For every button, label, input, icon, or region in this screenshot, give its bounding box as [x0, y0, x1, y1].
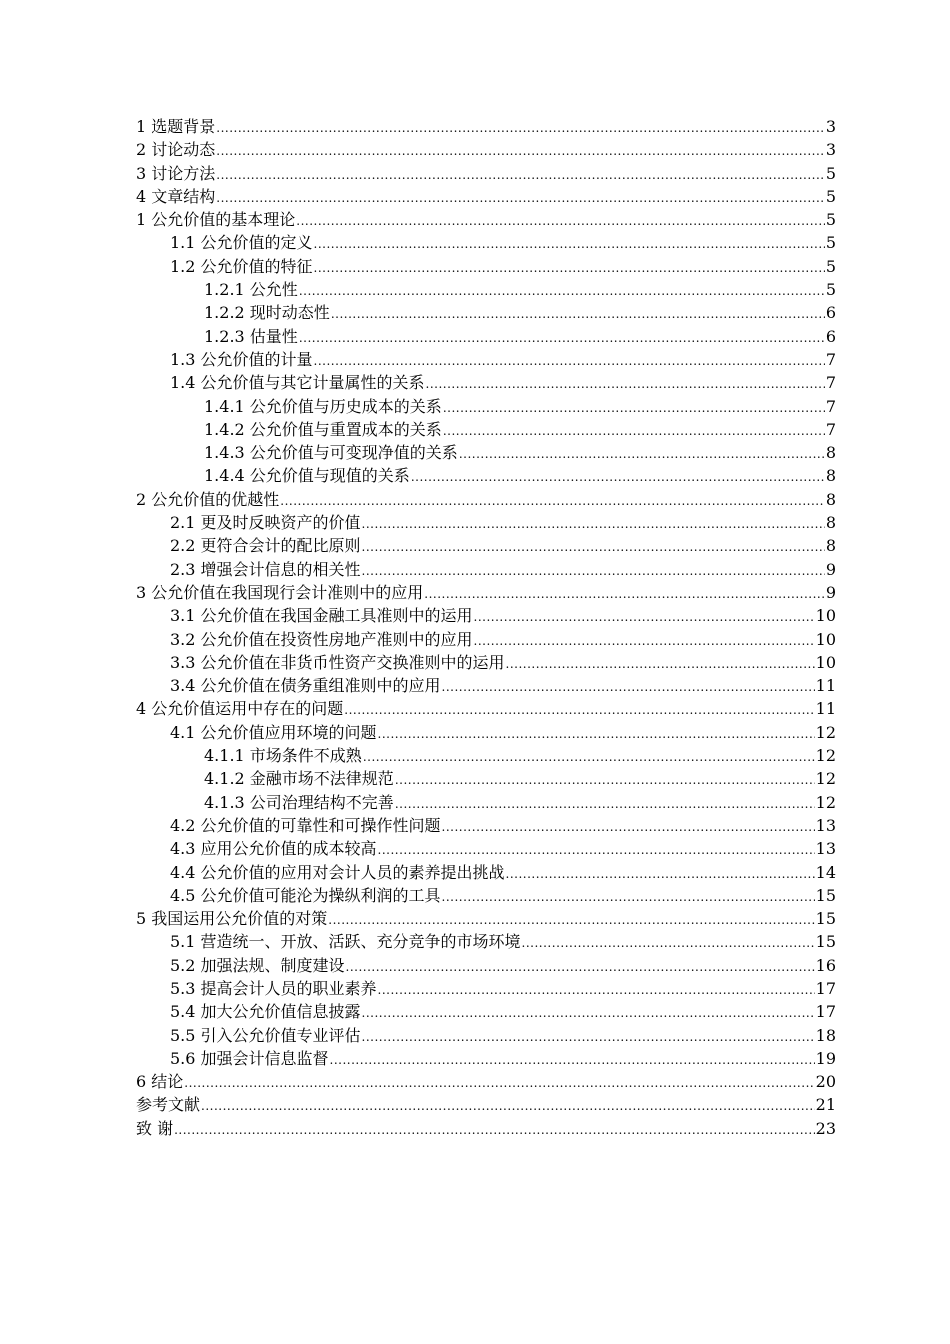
toc-entry-page-number: 8	[825, 513, 836, 533]
toc-entry-title: 3 公允价值在我国现行会计准则中的应用	[136, 582, 424, 602]
toc-entry-page-number: 21	[815, 1095, 836, 1115]
toc-entry[interactable]	[136, 744, 836, 767]
toc-entry-page-number: 10	[815, 652, 836, 672]
toc-dot-leader	[442, 886, 815, 909]
toc-entry[interactable]	[136, 1070, 836, 1093]
toc-entry-title: 1.2.3 估量性	[204, 326, 298, 346]
toc-entry-page-number: 5	[825, 186, 836, 206]
toc-entry-title: 4 文章结构	[136, 186, 216, 206]
toc-dot-leader	[216, 140, 825, 163]
toc-entry-title: 1.3 公允价值的计量	[170, 349, 313, 369]
toc-entry-page-number: 17	[815, 1002, 836, 1022]
toc-entry-title: 1.4.4 公允价值与现值的关系	[204, 466, 410, 486]
toc-entry-title: 致 谢	[136, 1118, 174, 1138]
toc-dot-leader	[216, 187, 825, 210]
toc-entry-title: 1 公允价值的基本理论	[136, 210, 296, 230]
toc-dot-leader	[331, 303, 825, 326]
toc-entry-title: 5.1 营造统一、开放、活跃、充分竞争的市场环境	[170, 932, 521, 952]
toc-entry[interactable]	[136, 488, 836, 511]
toc-entry-page-number: 10	[815, 606, 836, 626]
toc-entry[interactable]	[136, 138, 836, 161]
toc-entry[interactable]	[136, 115, 836, 138]
toc-entry[interactable]	[136, 977, 836, 1000]
toc-entry-page-number: 6	[825, 326, 836, 346]
toc-dot-leader	[344, 699, 814, 722]
toc-entry-title: 5.6 加强会计信息监督	[170, 1048, 329, 1068]
toc-dot-leader	[330, 1049, 815, 1072]
toc-entry-title: 4.5 公允价值可能沦为操纵利润的工具	[170, 885, 441, 905]
toc-dot-leader	[442, 676, 815, 699]
toc-dot-leader	[299, 327, 825, 350]
toc-entry[interactable]	[136, 1047, 836, 1070]
toc-entry-title: 1.4.3 公允价值与可变现净值的关系	[204, 443, 458, 463]
toc-entry-title: 4.3 应用公允价值的成本较高	[170, 839, 377, 859]
toc-entry[interactable]	[136, 954, 836, 977]
toc-dot-leader	[362, 1026, 815, 1049]
toc-entry-page-number: 11	[815, 699, 836, 719]
toc-entry-page-number: 15	[815, 932, 836, 952]
toc-entry-title: 2.3 增强会计信息的相关性	[170, 559, 361, 579]
toc-entry[interactable]	[136, 348, 836, 371]
toc-entry[interactable]	[136, 837, 836, 860]
toc-entry-title: 3.2 公允价值在投资性房地产准则中的应用	[170, 629, 473, 649]
toc-entry-title: 参考文献	[136, 1095, 201, 1115]
toc-entry-title: 4.4 公允价值的应用对会计人员的素养提出挑战	[170, 862, 505, 882]
toc-entry-page-number: 5	[825, 256, 836, 276]
toc-dot-leader	[216, 164, 825, 187]
toc-dot-leader	[362, 1002, 815, 1025]
toc-entry-title: 1.4 公允价值与其它计量属性的关系	[170, 373, 425, 393]
toc-dot-leader	[378, 723, 815, 746]
toc-entry[interactable]	[136, 907, 836, 930]
toc-entry-page-number: 16	[815, 955, 836, 975]
toc-dot-leader	[299, 280, 825, 303]
toc-entry[interactable]	[136, 1024, 836, 1047]
toc-entry-title: 3.1 公允价值在我国金融工具准则中的运用	[170, 606, 473, 626]
toc-dot-leader	[426, 373, 825, 396]
toc-dot-leader	[362, 513, 825, 536]
toc-entry[interactable]	[136, 558, 836, 581]
toc-entry-page-number: 7	[825, 396, 836, 416]
toc-dot-leader	[314, 257, 825, 280]
toc-entry-page-number: 5	[825, 163, 836, 183]
toc-entry-title: 5.3 提高会计人员的职业素养	[170, 978, 377, 998]
toc-entry-title: 4.1.1 市场条件不成熟	[204, 746, 362, 766]
toc-dot-leader	[443, 397, 825, 420]
toc-dot-leader	[362, 536, 825, 559]
toc-entry-page-number: 13	[815, 839, 836, 859]
toc-entry[interactable]	[136, 604, 836, 627]
toc-entry-title: 5 我国运用公允价值的对策	[136, 909, 328, 929]
toc-dot-leader	[314, 350, 825, 373]
toc-entry[interactable]	[136, 185, 836, 208]
toc-entry-page-number: 17	[815, 978, 836, 998]
toc-entry-page-number: 23	[815, 1118, 836, 1138]
toc-dot-leader	[201, 1095, 815, 1118]
toc-entry-title: 4.2 公允价值的可靠性和可操作性问题	[170, 815, 441, 835]
toc-entry[interactable]	[136, 418, 836, 441]
toc-entry-title: 3 讨论方法	[136, 163, 216, 183]
toc-entry-title: 1.4.2 公允价值与重置成本的关系	[204, 419, 442, 439]
toc-entry[interactable]	[136, 721, 836, 744]
toc-entry-title: 3.4 公允价值在债务重组准则中的应用	[170, 676, 441, 696]
toc-dot-leader	[424, 583, 825, 606]
toc-entry[interactable]	[136, 511, 836, 534]
toc-entry-page-number: 8	[825, 466, 836, 486]
toc-dot-leader	[395, 793, 815, 816]
toc-entry-page-number: 6	[825, 303, 836, 323]
toc-entry[interactable]	[136, 861, 836, 884]
toc-entry-page-number: 11	[815, 676, 836, 696]
toc-entry-page-number: 15	[815, 885, 836, 905]
toc-entry[interactable]	[136, 231, 836, 254]
toc-entry-page-number: 9	[825, 582, 836, 602]
toc-dot-leader	[443, 420, 825, 443]
toc-dot-leader	[328, 909, 814, 932]
toc-entry-title: 1.2.1 公允性	[204, 280, 298, 300]
toc-entry[interactable]	[136, 1000, 836, 1023]
toc-entry-title: 1.4.1 公允价值与历史成本的关系	[204, 396, 442, 416]
toc-entry-title: 6 结论	[136, 1072, 184, 1092]
toc-dot-leader	[506, 863, 815, 886]
toc-entry-page-number: 3	[825, 140, 836, 160]
toc-dot-leader	[395, 769, 815, 792]
toc-dot-leader	[280, 490, 825, 513]
toc-entry-title: 2 讨论动态	[136, 140, 216, 160]
toc-dot-leader	[184, 1072, 814, 1095]
toc-dot-leader	[506, 653, 815, 676]
toc-entry-title: 3.3 公允价值在非货币性资产交换准则中的运用	[170, 652, 505, 672]
table-of-contents	[136, 115, 836, 1140]
toc-entry-title: 1.1 公允价值的定义	[170, 233, 313, 253]
toc-entry-page-number: 8	[825, 443, 836, 463]
toc-entry-title: 1.2 公允价值的特征	[170, 256, 313, 276]
toc-entry[interactable]	[136, 464, 836, 487]
toc-entry-page-number: 5	[825, 233, 836, 253]
toc-entry-page-number: 10	[815, 629, 836, 649]
toc-dot-leader	[411, 466, 825, 489]
toc-entry[interactable]	[136, 301, 836, 324]
toc-dot-leader	[522, 932, 815, 955]
toc-entry-title: 4 公允价值运用中存在的问题	[136, 699, 344, 719]
toc-entry[interactable]	[136, 581, 836, 604]
toc-entry[interactable]	[136, 628, 836, 651]
toc-entry-page-number: 18	[815, 1025, 836, 1045]
toc-entry[interactable]	[136, 441, 836, 464]
toc-entry[interactable]	[136, 930, 836, 953]
toc-entry-page-number: 19	[815, 1048, 836, 1068]
toc-entry[interactable]	[136, 884, 836, 907]
toc-entry-page-number: 12	[815, 792, 836, 812]
toc-entry-page-number: 15	[815, 909, 836, 929]
toc-entry-title: 5.5 引入公允价值专业评估	[170, 1025, 361, 1045]
toc-dot-leader	[459, 443, 825, 466]
toc-entry-page-number: 8	[825, 489, 836, 509]
toc-entry-page-number: 7	[825, 349, 836, 369]
toc-entry-title: 5.4 加大公允价值信息披露	[170, 1002, 361, 1022]
toc-entry-page-number: 12	[815, 722, 836, 742]
toc-entry-page-number: 9	[825, 559, 836, 579]
toc-dot-leader	[174, 1119, 815, 1142]
toc-entry-title: 4.1.2 金融市场不法律规范	[204, 769, 394, 789]
toc-entry-title: 1 选题背景	[136, 117, 216, 136]
toc-entry[interactable]	[136, 651, 836, 674]
toc-entry-title: 2.2 更符合会计的配比原则	[170, 536, 361, 556]
toc-dot-leader	[314, 233, 825, 256]
toc-dot-leader	[216, 117, 825, 140]
toc-entry-page-number: 7	[825, 373, 836, 393]
toc-entry-title: 4.1 公允价值应用环境的问题	[170, 722, 377, 742]
toc-dot-leader	[474, 630, 815, 653]
toc-entry[interactable]	[136, 255, 836, 278]
toc-entry[interactable]	[136, 791, 836, 814]
toc-dot-leader	[362, 560, 825, 583]
toc-entry-page-number: 8	[825, 536, 836, 556]
toc-dot-leader	[296, 210, 825, 233]
toc-entry-page-number: 5	[825, 280, 836, 300]
toc-entry[interactable]	[136, 1093, 836, 1116]
toc-entry[interactable]	[136, 395, 836, 418]
toc-entry-title: 2.1 更及时反映资产的价值	[170, 513, 361, 533]
toc-entry[interactable]	[136, 674, 836, 697]
toc-entry-title: 5.2 加强法规、制度建设	[170, 955, 345, 975]
toc-entry[interactable]	[136, 325, 836, 348]
toc-entry-page-number: 13	[815, 815, 836, 835]
toc-entry[interactable]	[136, 534, 836, 557]
toc-dot-leader	[442, 816, 815, 839]
toc-entry[interactable]	[136, 278, 836, 301]
toc-dot-leader	[378, 979, 815, 1002]
toc-entry-page-number: 12	[815, 746, 836, 766]
toc-entry-title: 2 公允价值的优越性	[136, 489, 280, 509]
toc-entry[interactable]	[136, 162, 836, 185]
toc-entry-page-number: 3	[825, 117, 836, 136]
toc-entry[interactable]	[136, 767, 836, 790]
toc-dot-leader	[474, 606, 815, 629]
toc-entry[interactable]	[136, 697, 836, 720]
toc-entry[interactable]	[136, 208, 836, 231]
toc-entry-page-number: 14	[815, 862, 836, 882]
toc-entry-page-number: 12	[815, 769, 836, 789]
toc-entry-page-number: 5	[825, 210, 836, 230]
toc-entry[interactable]	[136, 371, 836, 394]
toc-entry-title: 1.2.2 现时动态性	[204, 303, 330, 323]
toc-entry-title: 4.1.3 公司治理结构不完善	[204, 792, 394, 812]
toc-dot-leader	[363, 746, 815, 769]
toc-dot-leader	[346, 956, 815, 979]
toc-dot-leader	[378, 839, 815, 862]
toc-entry[interactable]	[136, 1117, 836, 1140]
toc-entry[interactable]	[136, 814, 836, 837]
toc-entry-page-number: 20	[815, 1072, 836, 1092]
toc-entry-page-number: 7	[825, 419, 836, 439]
